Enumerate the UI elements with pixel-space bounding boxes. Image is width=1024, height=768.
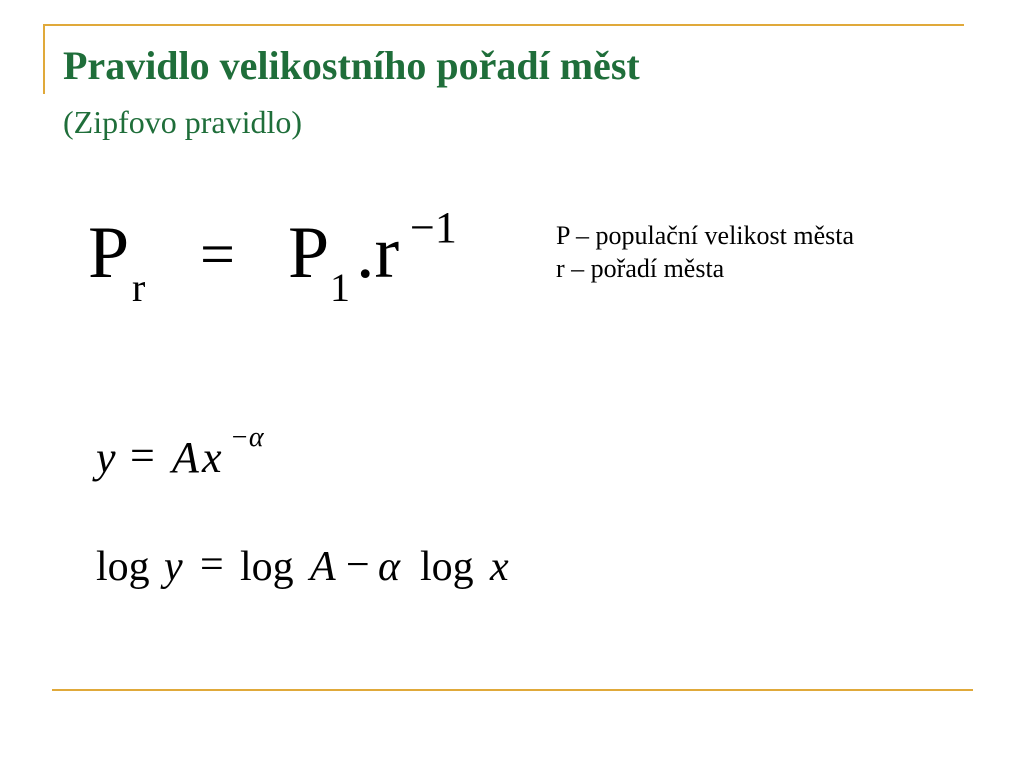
power-x: x bbox=[202, 433, 222, 482]
log-term-1: log bbox=[96, 544, 150, 590]
slide-subtitle: (Zipfovo pravidlo) bbox=[63, 104, 303, 140]
power-exponent: −α bbox=[230, 422, 264, 453]
power-A: A bbox=[172, 433, 199, 482]
log-A: A bbox=[310, 544, 336, 590]
legend-line-population: P – populační velikost města bbox=[556, 221, 854, 250]
log-alpha: α bbox=[378, 544, 401, 590]
formula-equals: = bbox=[200, 221, 235, 289]
left-accent-line bbox=[43, 24, 45, 94]
log-minus: − bbox=[346, 542, 370, 588]
slide-title: Pravidlo velikostního pořadí měst bbox=[63, 43, 640, 88]
log-y: y bbox=[164, 544, 183, 590]
log-equals: = bbox=[200, 542, 224, 588]
formula-rhs-rank: .r bbox=[356, 212, 400, 294]
log-term-2: log bbox=[240, 544, 294, 590]
top-accent-line bbox=[43, 24, 964, 26]
formula-lhs-base: P bbox=[88, 212, 130, 294]
power-y: y bbox=[96, 433, 116, 482]
power-equals: = bbox=[130, 431, 155, 480]
formula-rhs-subscript: 1 bbox=[330, 265, 350, 310]
formula-legend bbox=[556, 220, 854, 285]
formula-rhs-base: P bbox=[288, 212, 330, 294]
formula-lhs-subscript: r bbox=[132, 265, 146, 310]
legend-line-rank: r – pořadí města bbox=[556, 253, 725, 283]
log-term-3: log bbox=[420, 544, 474, 590]
bottom-accent-line bbox=[52, 689, 973, 691]
log-x: x bbox=[490, 544, 509, 590]
formula-rhs-exponent: −1 bbox=[410, 203, 457, 252]
